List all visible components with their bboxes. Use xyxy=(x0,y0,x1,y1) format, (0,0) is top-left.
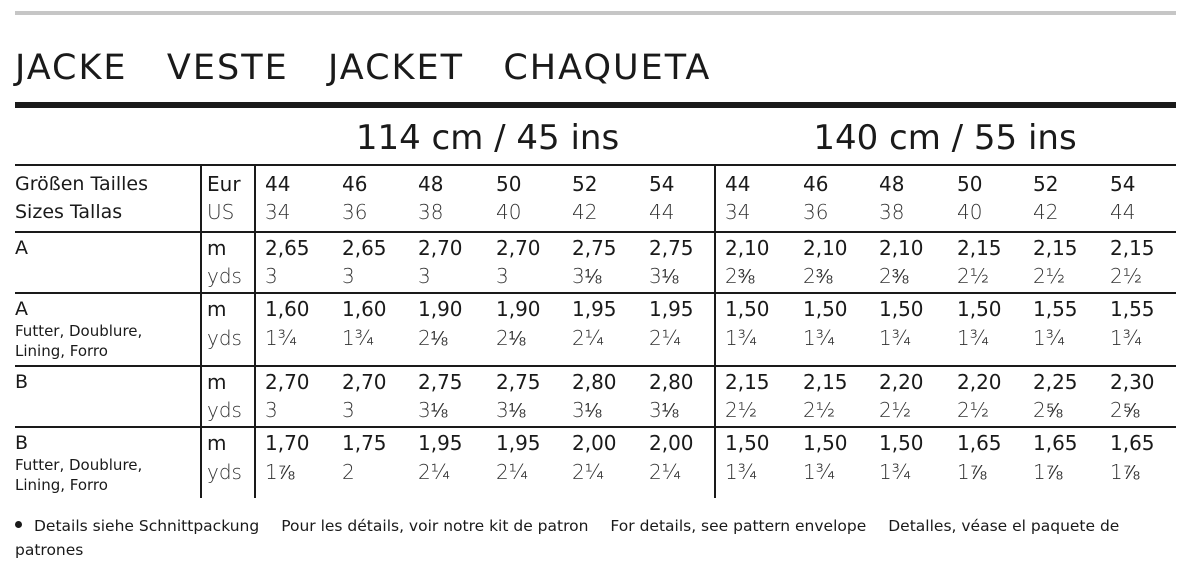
meters-cell: 1,50 xyxy=(957,297,1002,321)
yards-cell: 2½ xyxy=(957,264,990,288)
page-title: JACKE VESTE JACKET CHAQUETA xyxy=(15,48,712,88)
meters-cell: 2,65 xyxy=(265,236,310,260)
footer-note xyxy=(15,514,1135,562)
row-rule xyxy=(15,231,1176,233)
yards-cell: 2½ xyxy=(803,398,836,422)
size-us-cell: 40 xyxy=(496,200,522,224)
meters-cell: 1,50 xyxy=(803,431,848,455)
meters-cell: 1,50 xyxy=(879,431,924,455)
row-rule xyxy=(15,292,1176,294)
yards-cell: 3 xyxy=(265,264,278,288)
size-eur-cell: 54 xyxy=(1110,172,1136,196)
size-us-cell: 40 xyxy=(957,200,983,224)
yards-cell: 2¼ xyxy=(572,326,605,350)
meters-cell: 2,15 xyxy=(957,236,1002,260)
yards-cell: 1¾ xyxy=(957,326,990,350)
meters-cell: 1,65 xyxy=(1033,431,1078,455)
unit-m: m xyxy=(207,370,227,394)
size-eur-cell: 54 xyxy=(649,172,675,196)
meters-cell: 2,15 xyxy=(1033,236,1078,260)
yards-cell: 3 xyxy=(342,398,355,422)
footer-fr: Pour les détails, voir notre kit de patron xyxy=(281,517,589,535)
row-sublabel: Futter, Doublure, xyxy=(15,322,143,340)
meters-cell: 1,75 xyxy=(342,431,387,455)
size-us-cell: 44 xyxy=(1110,200,1136,224)
size-label-line2: Sizes Tallas xyxy=(15,201,123,223)
meters-cell: 1,65 xyxy=(957,431,1002,455)
size-us-cell: 42 xyxy=(1033,200,1059,224)
header-rule xyxy=(15,164,1176,166)
meters-cell: 1,90 xyxy=(496,297,541,321)
fabric-width-140: 140 cm / 55 ins xyxy=(813,118,1077,158)
meters-cell: 1,50 xyxy=(725,431,770,455)
meters-cell: 1,70 xyxy=(265,431,310,455)
bullet-icon xyxy=(15,521,22,528)
size-us-cell: 34 xyxy=(265,200,291,224)
yards-cell: 2⅜ xyxy=(803,264,833,288)
size-eur-cell: 52 xyxy=(572,172,598,196)
meters-cell: 2,15 xyxy=(803,370,848,394)
top-rule xyxy=(15,11,1176,15)
yards-cell: 3⅛ xyxy=(572,398,602,422)
meters-cell: 2,30 xyxy=(1110,370,1155,394)
meters-cell: 1,95 xyxy=(572,297,617,321)
unit-m: m xyxy=(207,236,227,260)
yards-cell: 2¼ xyxy=(496,460,529,484)
meters-cell: 2,65 xyxy=(342,236,387,260)
meters-cell: 1,65 xyxy=(1110,431,1155,455)
size-eur-cell: 46 xyxy=(803,172,829,196)
column-divider xyxy=(254,164,256,498)
meters-cell: 2,00 xyxy=(572,431,617,455)
meters-cell: 2,70 xyxy=(418,236,463,260)
size-eur-cell: 50 xyxy=(957,172,983,196)
yards-cell: 3 xyxy=(496,264,509,288)
column-divider xyxy=(200,164,202,498)
row-label-view: A xyxy=(15,298,28,320)
yards-cell: 2⅝ xyxy=(1033,398,1063,422)
meters-cell: 1,95 xyxy=(418,431,463,455)
footer-es: Detalles, véase el paquete de patrones xyxy=(15,517,1120,559)
yards-cell: 2¼ xyxy=(572,460,605,484)
yards-cell: 2⅛ xyxy=(418,326,448,350)
unit-m: m xyxy=(207,297,227,321)
size-eur-cell: 46 xyxy=(342,172,368,196)
row-label-view: B xyxy=(15,371,29,393)
yards-cell: 2⅝ xyxy=(1110,398,1140,422)
yards-cell: 3 xyxy=(418,264,431,288)
meters-cell: 1,95 xyxy=(649,297,694,321)
size-eur-cell: 48 xyxy=(418,172,444,196)
meters-cell: 1,95 xyxy=(496,431,541,455)
yards-cell: 3⅛ xyxy=(496,398,526,422)
us-label: US xyxy=(207,200,235,224)
meters-cell: 2,75 xyxy=(418,370,463,394)
size-us-cell: 38 xyxy=(879,200,905,224)
yards-cell: 1¾ xyxy=(265,326,298,350)
yards-cell: 2½ xyxy=(957,398,990,422)
meters-cell: 2,00 xyxy=(649,431,694,455)
unit-m: m xyxy=(207,431,227,455)
yards-cell: 1¾ xyxy=(1110,326,1143,350)
size-eur-cell: 48 xyxy=(879,172,905,196)
meters-cell: 2,75 xyxy=(649,236,694,260)
yards-cell: 1¾ xyxy=(879,326,912,350)
size-us-cell: 44 xyxy=(649,200,675,224)
size-us-cell: 38 xyxy=(418,200,444,224)
row-label-view: B xyxy=(15,432,29,454)
size-eur-cell: 44 xyxy=(725,172,751,196)
meters-cell: 1,55 xyxy=(1110,297,1155,321)
row-rule xyxy=(15,365,1176,367)
meters-cell: 2,20 xyxy=(879,370,924,394)
meters-cell: 2,15 xyxy=(1110,236,1155,260)
eur-label: Eur xyxy=(207,172,241,196)
yards-cell: 1¾ xyxy=(1033,326,1066,350)
yards-cell: 1¾ xyxy=(725,326,758,350)
meters-cell: 2,10 xyxy=(879,236,924,260)
meters-cell: 1,55 xyxy=(1033,297,1078,321)
yards-cell: 3⅛ xyxy=(649,398,679,422)
meters-cell: 2,15 xyxy=(725,370,770,394)
yards-cell: 3⅛ xyxy=(649,264,679,288)
unit-yds: yds xyxy=(207,398,242,422)
row-sublabel: Futter, Doublure, xyxy=(15,456,143,474)
meters-cell: 2,20 xyxy=(957,370,1002,394)
yards-cell: 1⅞ xyxy=(957,460,987,484)
fabric-width-114: 114 cm / 45 ins xyxy=(355,118,620,158)
meters-cell: 2,75 xyxy=(572,236,617,260)
row-rule xyxy=(15,426,1176,428)
meters-cell: 2,25 xyxy=(1033,370,1078,394)
meters-cell: 2,80 xyxy=(649,370,694,394)
size-us-cell: 36 xyxy=(803,200,829,224)
size-us-cell: 34 xyxy=(725,200,751,224)
unit-yds: yds xyxy=(207,264,242,288)
size-eur-cell: 44 xyxy=(265,172,291,196)
unit-yds: yds xyxy=(207,326,242,350)
yards-cell: 3 xyxy=(342,264,355,288)
row-label-view: A xyxy=(15,237,28,259)
meters-cell: 1,50 xyxy=(725,297,770,321)
meters-cell: 1,50 xyxy=(803,297,848,321)
meters-cell: 2,70 xyxy=(342,370,387,394)
yards-cell: 2½ xyxy=(725,398,758,422)
size-eur-cell: 52 xyxy=(1033,172,1059,196)
yards-cell: 1¾ xyxy=(879,460,912,484)
meters-cell: 1,60 xyxy=(265,297,310,321)
column-divider xyxy=(714,164,716,498)
footer-en: For details, see pattern envelope xyxy=(610,517,867,535)
yards-cell: 2½ xyxy=(1033,264,1066,288)
yards-cell: 3⅛ xyxy=(572,264,602,288)
yards-cell: 1¾ xyxy=(725,460,758,484)
row-sublabel: Lining, Forro xyxy=(15,476,108,494)
yards-cell: 2½ xyxy=(1110,264,1143,288)
meters-cell: 1,90 xyxy=(418,297,463,321)
size-us-cell: 36 xyxy=(342,200,368,224)
meters-cell: 2,70 xyxy=(265,370,310,394)
meters-cell: 1,60 xyxy=(342,297,387,321)
size-us-cell: 42 xyxy=(572,200,598,224)
title-rule xyxy=(15,102,1176,108)
footer-de: Details siehe Schnittpackung xyxy=(34,517,260,535)
yards-cell: 2⅛ xyxy=(496,326,526,350)
meters-cell: 1,50 xyxy=(879,297,924,321)
yards-cell: 1¾ xyxy=(803,326,836,350)
meters-cell: 2,80 xyxy=(572,370,617,394)
meters-cell: 2,10 xyxy=(803,236,848,260)
yards-cell: 2⅜ xyxy=(725,264,755,288)
yards-cell: 2¼ xyxy=(649,460,682,484)
size-label-line1: Größen Tailles xyxy=(15,173,149,195)
yards-cell: 1⅞ xyxy=(1110,460,1140,484)
meters-cell: 2,10 xyxy=(725,236,770,260)
yards-cell: 1¾ xyxy=(803,460,836,484)
yards-cell: 2⅜ xyxy=(879,264,909,288)
unit-yds: yds xyxy=(207,460,242,484)
yards-cell: 2 xyxy=(342,460,355,484)
yards-cell: 2½ xyxy=(879,398,912,422)
yards-cell: 3 xyxy=(265,398,278,422)
yards-cell: 2¼ xyxy=(649,326,682,350)
yards-cell: 2¼ xyxy=(418,460,451,484)
yards-cell: 1⅞ xyxy=(265,460,295,484)
row-sublabel: Lining, Forro xyxy=(15,342,108,360)
meters-cell: 2,70 xyxy=(496,236,541,260)
yards-cell: 1¾ xyxy=(342,326,375,350)
yards-cell: 1⅞ xyxy=(1033,460,1063,484)
meters-cell: 2,75 xyxy=(496,370,541,394)
size-eur-cell: 50 xyxy=(496,172,522,196)
yards-cell: 3⅛ xyxy=(418,398,448,422)
